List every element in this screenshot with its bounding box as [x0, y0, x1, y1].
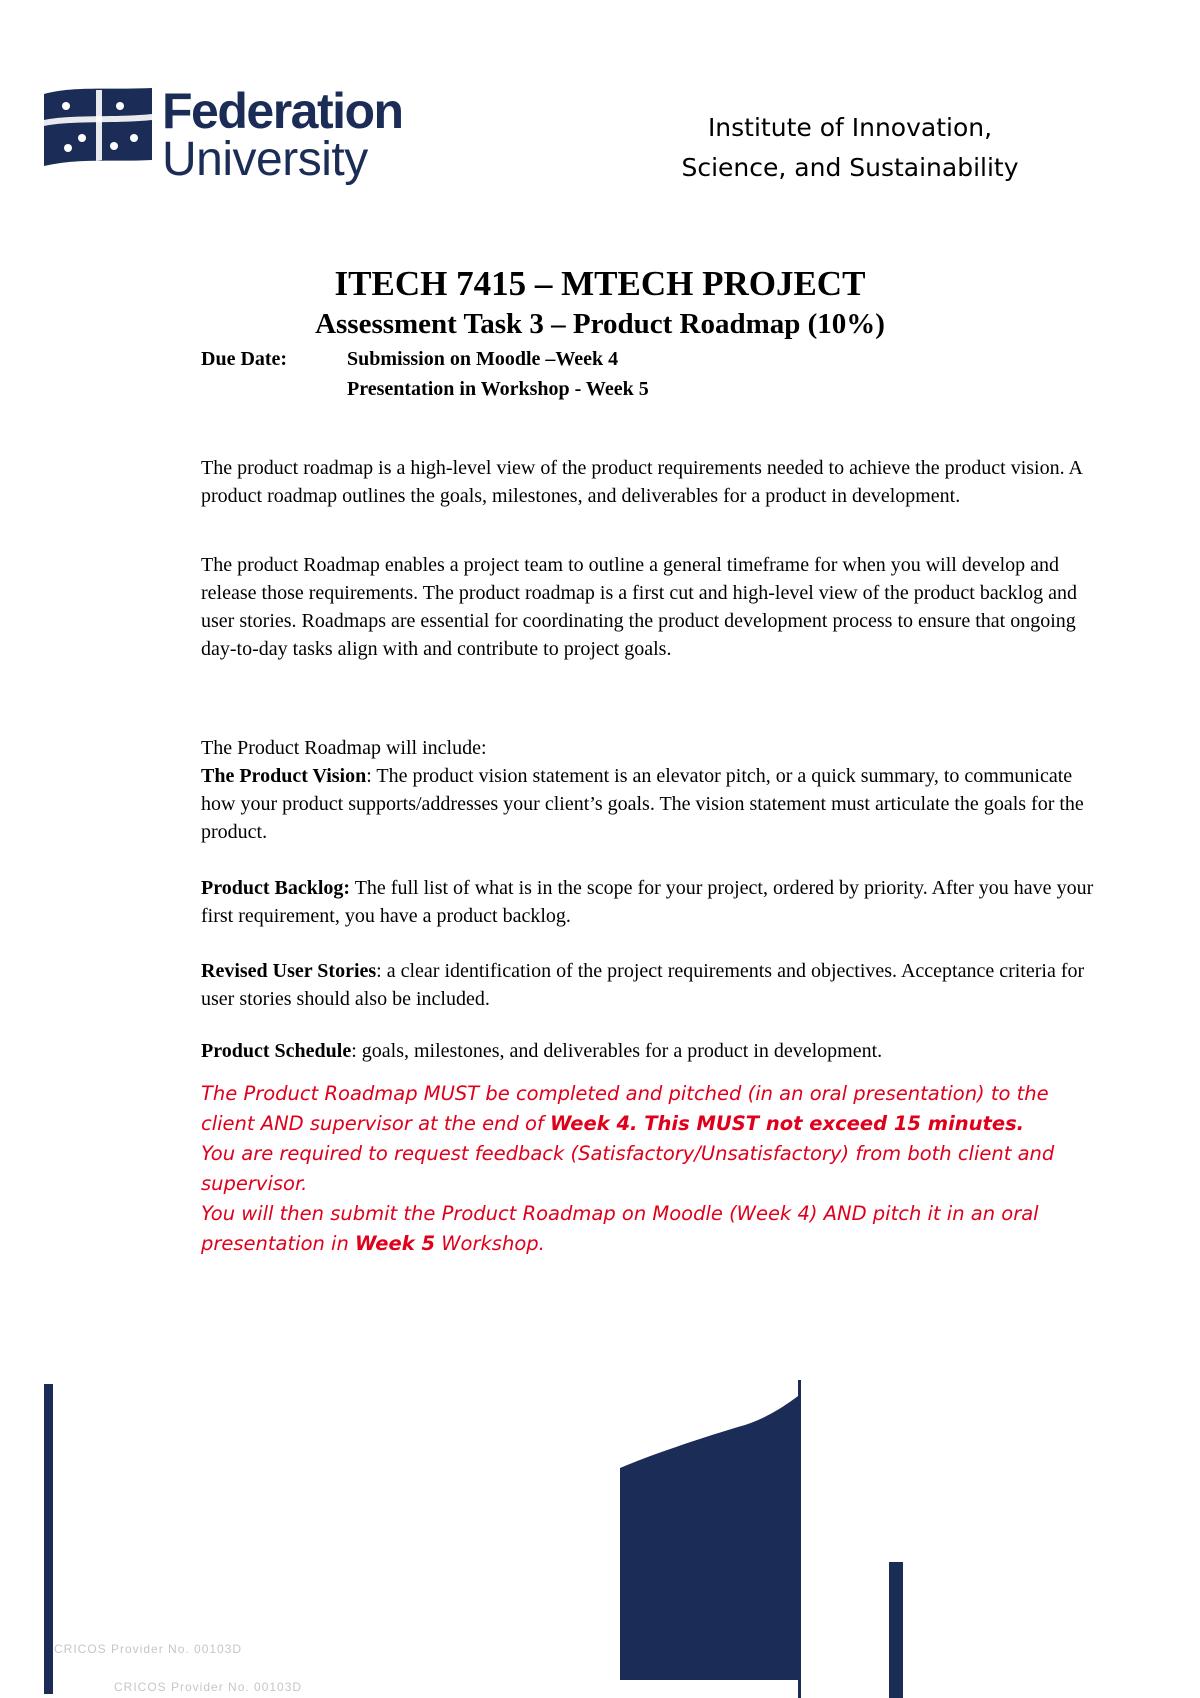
due-date-submission: Submission on Moodle –Week 4 [347, 348, 619, 370]
left-navy-bar [44, 1384, 53, 1694]
item-label: Product Backlog: [201, 877, 351, 899]
item-revised-user-stories [201, 957, 1101, 1013]
item-text: : goals, milestones, and deliverables for a product in development. [351, 1040, 883, 1062]
due-date-label: Due Date: [201, 348, 288, 370]
cricos-provider-text: CRICOS Provider No. 00103D [54, 1642, 243, 1656]
item-text: : The product vision statement is an elevator pitch, or a quick summary, to communicate how your product supports/addresses your client’s goals. The vision statement must articulate the goals for the product. [201, 765, 1084, 843]
cricos-provider-text-footer: CRICOS Provider No. 00103D [114, 1680, 303, 1694]
assessment-subtitle: Assessment Task 3 – Product Roadmap (10%) [315, 308, 885, 340]
notice-emphasis: Week 4 [550, 1112, 631, 1135]
item-text: The full list of what is in the scope for your project, ordered by priority. After you have your first requirement, you have a product backlog. [201, 877, 1094, 927]
logo-wordmark-federation: Federation [162, 83, 403, 139]
federation-university-logo [44, 83, 434, 196]
notice-text: The Product Roadmap MUST be completed and pitched (in an oral presentation) to the client AND supervisor at the end of [201, 1082, 1049, 1135]
item-label: The Product Vision [201, 765, 367, 787]
flag-shape [620, 1396, 798, 1680]
paragraph-roadmap-definition: The product roadmap is a high-level view of the product requirements needed to achieve the product vision. A product roadmap outlines the goals, milestones, and deliverables for a product in development. [201, 457, 1082, 507]
notice-submission-requirement [201, 1199, 1101, 1259]
paragraph-roadmap-purpose: The product Roadmap enables a project team to outline a general timeframe for when you will develop and release those requirements. The product roadmap is a first cut and high-level view of the product backlog and user stories. Roadmaps are essential for coordinating the product development process to ensure that ongoing day-to-day tasks align with and contribute to project goals. [201, 554, 1078, 660]
institute-line-1: Institute of Innovation, [707, 113, 993, 142]
flag-emblem-icon [44, 86, 154, 172]
notice-text: Workshop. [435, 1232, 545, 1255]
institute-name [640, 108, 1060, 188]
notice-text: You will then submit the Product Roadmap on Moodle (Week 4) AND pitch it in an oral presentation in [201, 1202, 1039, 1255]
item-text: : a clear identification of the project requirements and objectives. Acceptance criteria for user stories should also be included. [201, 960, 1085, 1010]
item-product-schedule [201, 1037, 1101, 1065]
flagpole-line [798, 1380, 801, 1698]
institute-line-2: Science, and Sustainability [681, 153, 1019, 182]
page-title: ITECH 7415 – MTECH PROJECT [334, 264, 866, 303]
paragraph-roadmap-intro: The Product Roadmap will include: [201, 737, 487, 759]
item-product-vision [201, 762, 1101, 846]
notice-emphasis: Week 5 [355, 1232, 436, 1255]
item-label: Revised User Stories [201, 960, 377, 982]
notice-pitch-requirement [201, 1079, 1101, 1139]
notice-feedback-requirement: You are required to request feedback (Satisfactory/Unsatisfactory) from both client and supervisor. [201, 1142, 1055, 1195]
logo-wordmark-university: University [162, 133, 368, 186]
item-product-backlog [201, 874, 1101, 930]
item-label: Product Schedule [201, 1040, 352, 1062]
due-date-presentation: Presentation in Workshop - Week 5 [347, 378, 649, 400]
notice-limit: . This MUST not exceed 15 minutes. [630, 1112, 1025, 1135]
right-navy-bar [889, 1562, 903, 1698]
